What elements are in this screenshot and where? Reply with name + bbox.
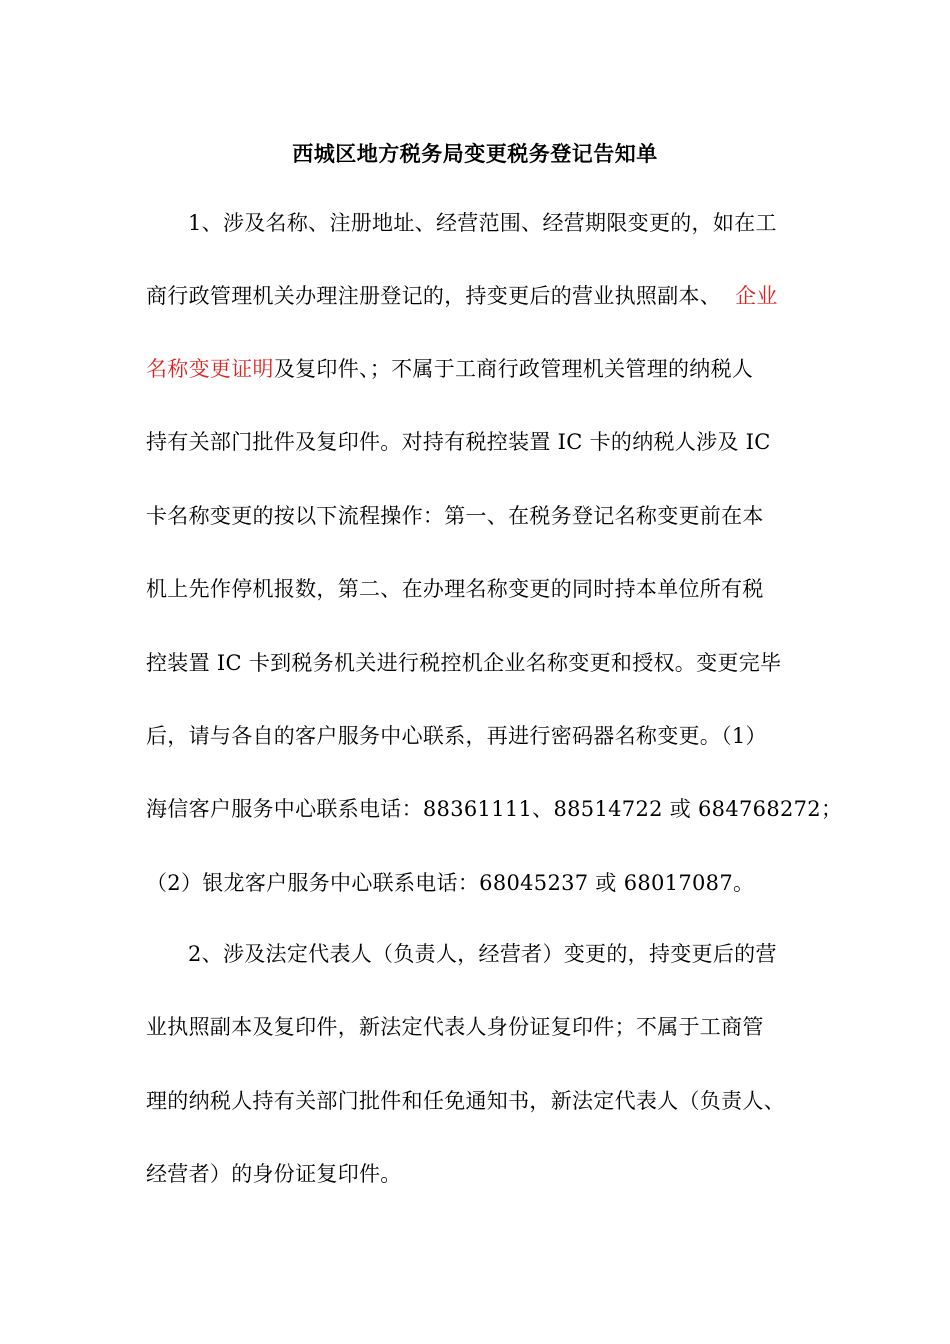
paragraph-2-line-1: 2、涉及法定代表人（负责人，经营者）变更的，持变更后的营 <box>188 942 777 966</box>
paragraph-2-line-3: 理的纳税人持有关部门批件和任免通知书，新法定代表人（负责人、 <box>146 1089 785 1113</box>
paragraph-1-line-2 <box>146 280 778 310</box>
paragraph-1-line-3 <box>146 353 753 383</box>
paragraph-1-line-1: 1、涉及名称、注册地址、经营范围、经营期限变更的，如在工 <box>188 211 777 235</box>
paragraph-1-line-10: （2）银龙客户服务中心联系电话：68045237 或 68017087。 <box>146 871 755 895</box>
paragraph-1-line-7: 控装置 IC 卡到税务机关进行税控机企业名称变更和授权。变更完毕 <box>146 651 782 675</box>
text-segment: 商行政管理机关办理注册登记的，持变更后的营业执照副本、 <box>146 284 722 308</box>
paragraph-1-line-4: 持有关部门批件及复印件。对持有税控装置 IC 卡的纳税人涉及 IC <box>146 430 771 454</box>
paragraph-2-line-4: 经营者）的身份证复印件。 <box>146 1162 402 1186</box>
paragraph-2-line-2: 业执照副本及复印件，新法定代表人身份证复印件；不属于工商管 <box>146 1015 764 1039</box>
paragraph-1-line-8: 后，请与各自的客户服务中心联系，再进行密码器名称变更。（1） <box>146 724 767 748</box>
text-segment: 及复印件、；不属于工商行政管理机关管理的纳税人 <box>273 357 754 381</box>
paragraph-1-line-6: 机上先作停机报数，第二、在办理名称变更的同时持本单位所有税 <box>146 577 764 601</box>
highlighted-text: 名称变更证明 <box>146 357 274 381</box>
highlighted-text: 企业 <box>735 284 778 308</box>
document-title: 西城区地方税务局变更税务登记告知单 <box>292 141 658 166</box>
paragraph-1-line-9: 海信客户服务中心联系电话：88361111、88514722 或 684768272； <box>146 797 843 821</box>
paragraph-1-line-5: 卡名称变更的按以下流程操作：第一、在税务登记名称变更前在本 <box>146 504 764 528</box>
